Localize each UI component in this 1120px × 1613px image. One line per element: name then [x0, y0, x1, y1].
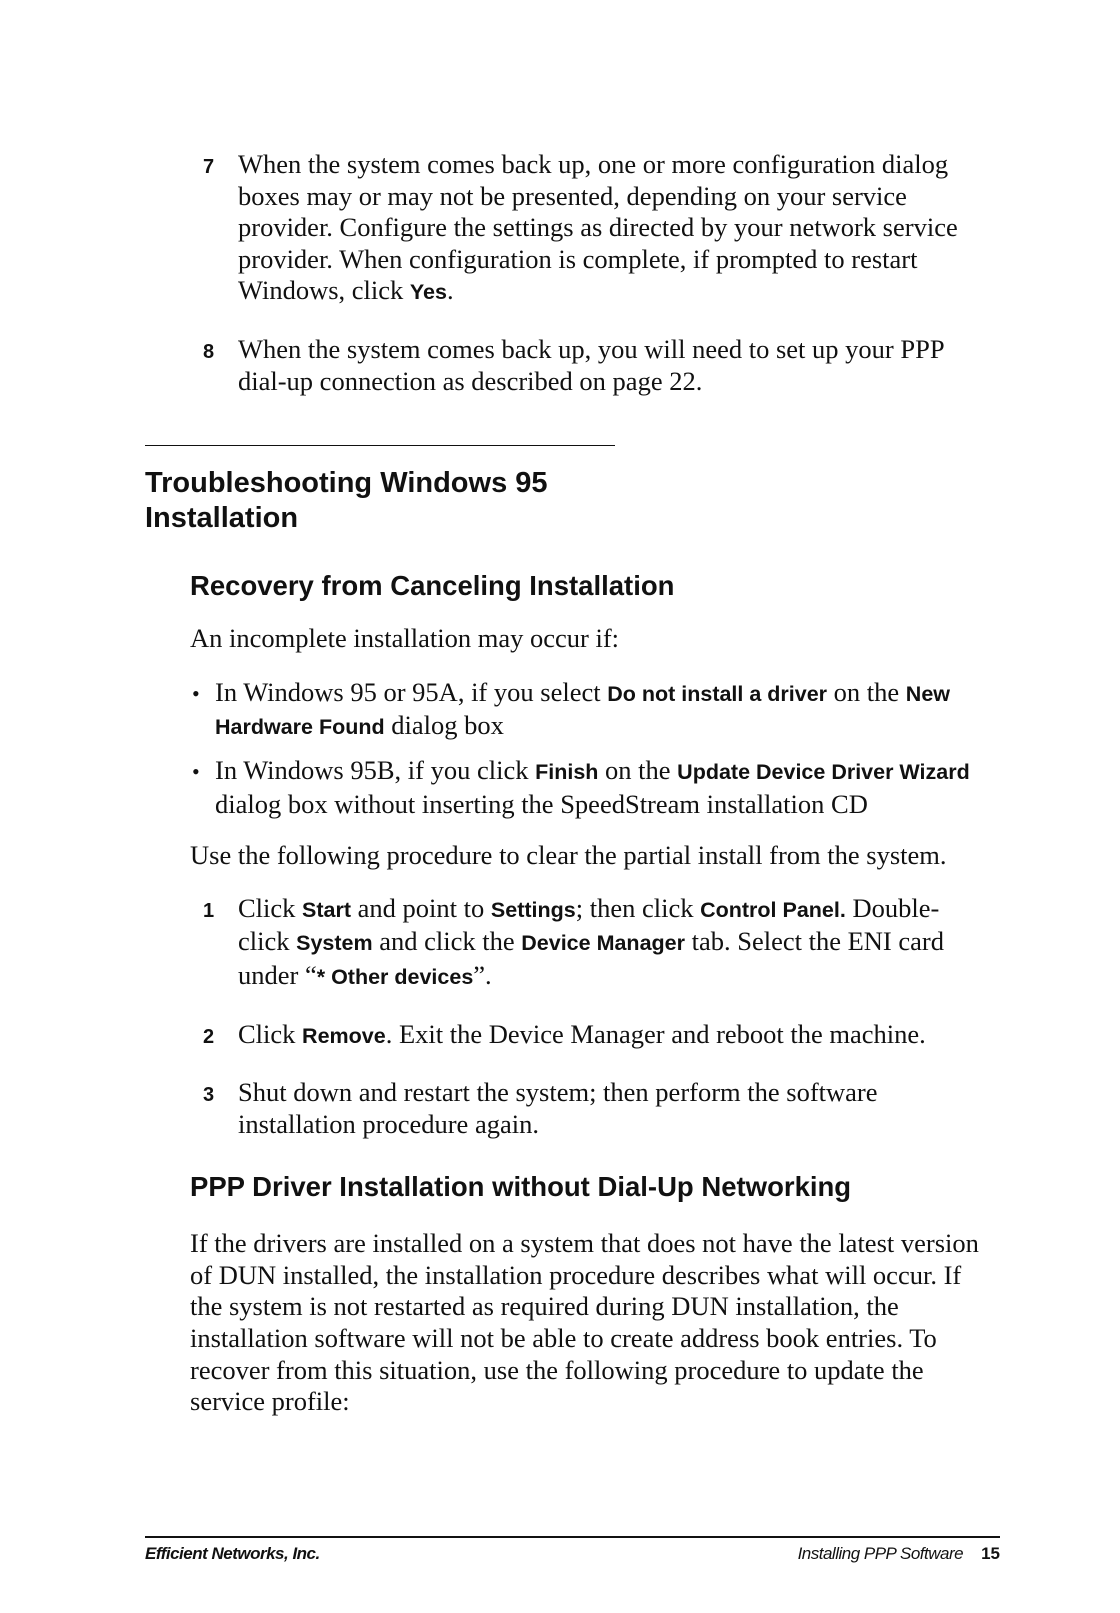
page-footer — [145, 1536, 1000, 1564]
text-run: When the system comes back up, one or more configuration dialog boxes may or may not be presented, depending on your service provider. Configure the settings as directed by your network service provider. When configuration is complete, if prompted to restart Windows, click — [238, 149, 958, 306]
step-text — [238, 149, 978, 309]
bold-term: Do not install a driver — [607, 681, 828, 706]
section-title: Troubleshooting Windows 95 Installation — [145, 467, 548, 535]
bold-term: Control Panel. — [700, 897, 846, 922]
footer-chapter: Installing PPP Software — [797, 1544, 964, 1563]
text-run: dialog box without inserting the SpeedStream installation CD — [215, 788, 868, 819]
bullet-text — [215, 755, 995, 820]
bold-term: Start — [302, 897, 352, 922]
page-number: 15 — [981, 1544, 1000, 1563]
text-run: Double-click — [238, 892, 940, 957]
procedure-intro: Use the following procedure to clear the partial install from the system. — [190, 840, 947, 871]
step-item — [145, 893, 978, 994]
footer-rule — [145, 1536, 1000, 1538]
bold-term: Settings — [490, 897, 576, 922]
text-run: dialog box — [384, 710, 504, 741]
text-run: Click — [238, 892, 303, 923]
step-item — [145, 149, 978, 309]
bullet-icon: • — [192, 758, 200, 784]
step-text — [238, 334, 978, 397]
bold-term: System — [296, 931, 373, 956]
page-body — [145, 149, 1000, 1418]
step-text — [238, 893, 978, 994]
bold-term: Update Device Driver Wizard — [677, 759, 970, 784]
text-run: tab. Select the ENI card under “ — [238, 926, 944, 990]
text-run: ”. — [473, 959, 492, 990]
bold-term: * Other devices — [316, 964, 474, 989]
step-item — [145, 1019, 1000, 1053]
step-number: 7 — [203, 156, 215, 178]
bold-term: New Hardware Found — [215, 681, 951, 740]
text-run: Shut down and restart the system; then perform the software installation procedure again. — [238, 1077, 878, 1139]
step-number: 8 — [203, 340, 215, 363]
bullet-icon: • — [192, 680, 200, 706]
text-run: Click — [238, 1018, 303, 1049]
text-run: When the system comes back up, you will need to set up your PPP dial-up connection as described on page 22. — [238, 333, 944, 396]
recovery-intro: An incomplete installation may occur if: — [190, 623, 620, 654]
step-item — [145, 1077, 918, 1140]
ppp-heading: PPP Driver Installation without Dial-Up Networking — [190, 1171, 852, 1203]
bullet-item — [145, 755, 995, 820]
step-item — [145, 334, 978, 397]
bold-term: Remove — [302, 1023, 386, 1048]
bold-term: Finish — [535, 759, 599, 784]
text-run: In Windows 95B, if you click — [215, 754, 536, 785]
text-run: In Windows 95 or 95A, if you select — [215, 676, 608, 707]
recovery-heading: Recovery from Canceling Installation — [190, 570, 675, 602]
step-text — [238, 1077, 918, 1140]
text-run: . — [446, 275, 454, 306]
text-run: ; then click — [575, 892, 701, 923]
step-number: 2 — [203, 1025, 215, 1048]
bold-term: Device Manager — [521, 931, 685, 956]
bold-term: Yes — [409, 280, 447, 305]
text-run: and click the — [372, 926, 522, 957]
step-text — [238, 1019, 1000, 1053]
text-run: and point to — [351, 892, 491, 923]
step-number: 3 — [203, 1084, 215, 1107]
bullet-text — [215, 677, 995, 744]
footer-company: Efficient Networks, Inc. — [145, 1544, 320, 1563]
bullet-item — [145, 677, 995, 744]
text-run: on the — [598, 754, 678, 785]
text-run: . Exit the Device Manager and reboot the machine. — [385, 1018, 926, 1049]
step-number: 1 — [203, 899, 215, 922]
text-run: on the — [827, 676, 906, 707]
ppp-paragraph: If the drivers are installed on a system that does not have the latest version of DUN installed, the installation procedure describes what will occur. If the system is not restarted as required during DUN installation, the installation software will not be able to create address book entries. To recover from this situation, use the following procedure to update the service profile: — [190, 1228, 979, 1417]
section-divider — [145, 445, 615, 446]
